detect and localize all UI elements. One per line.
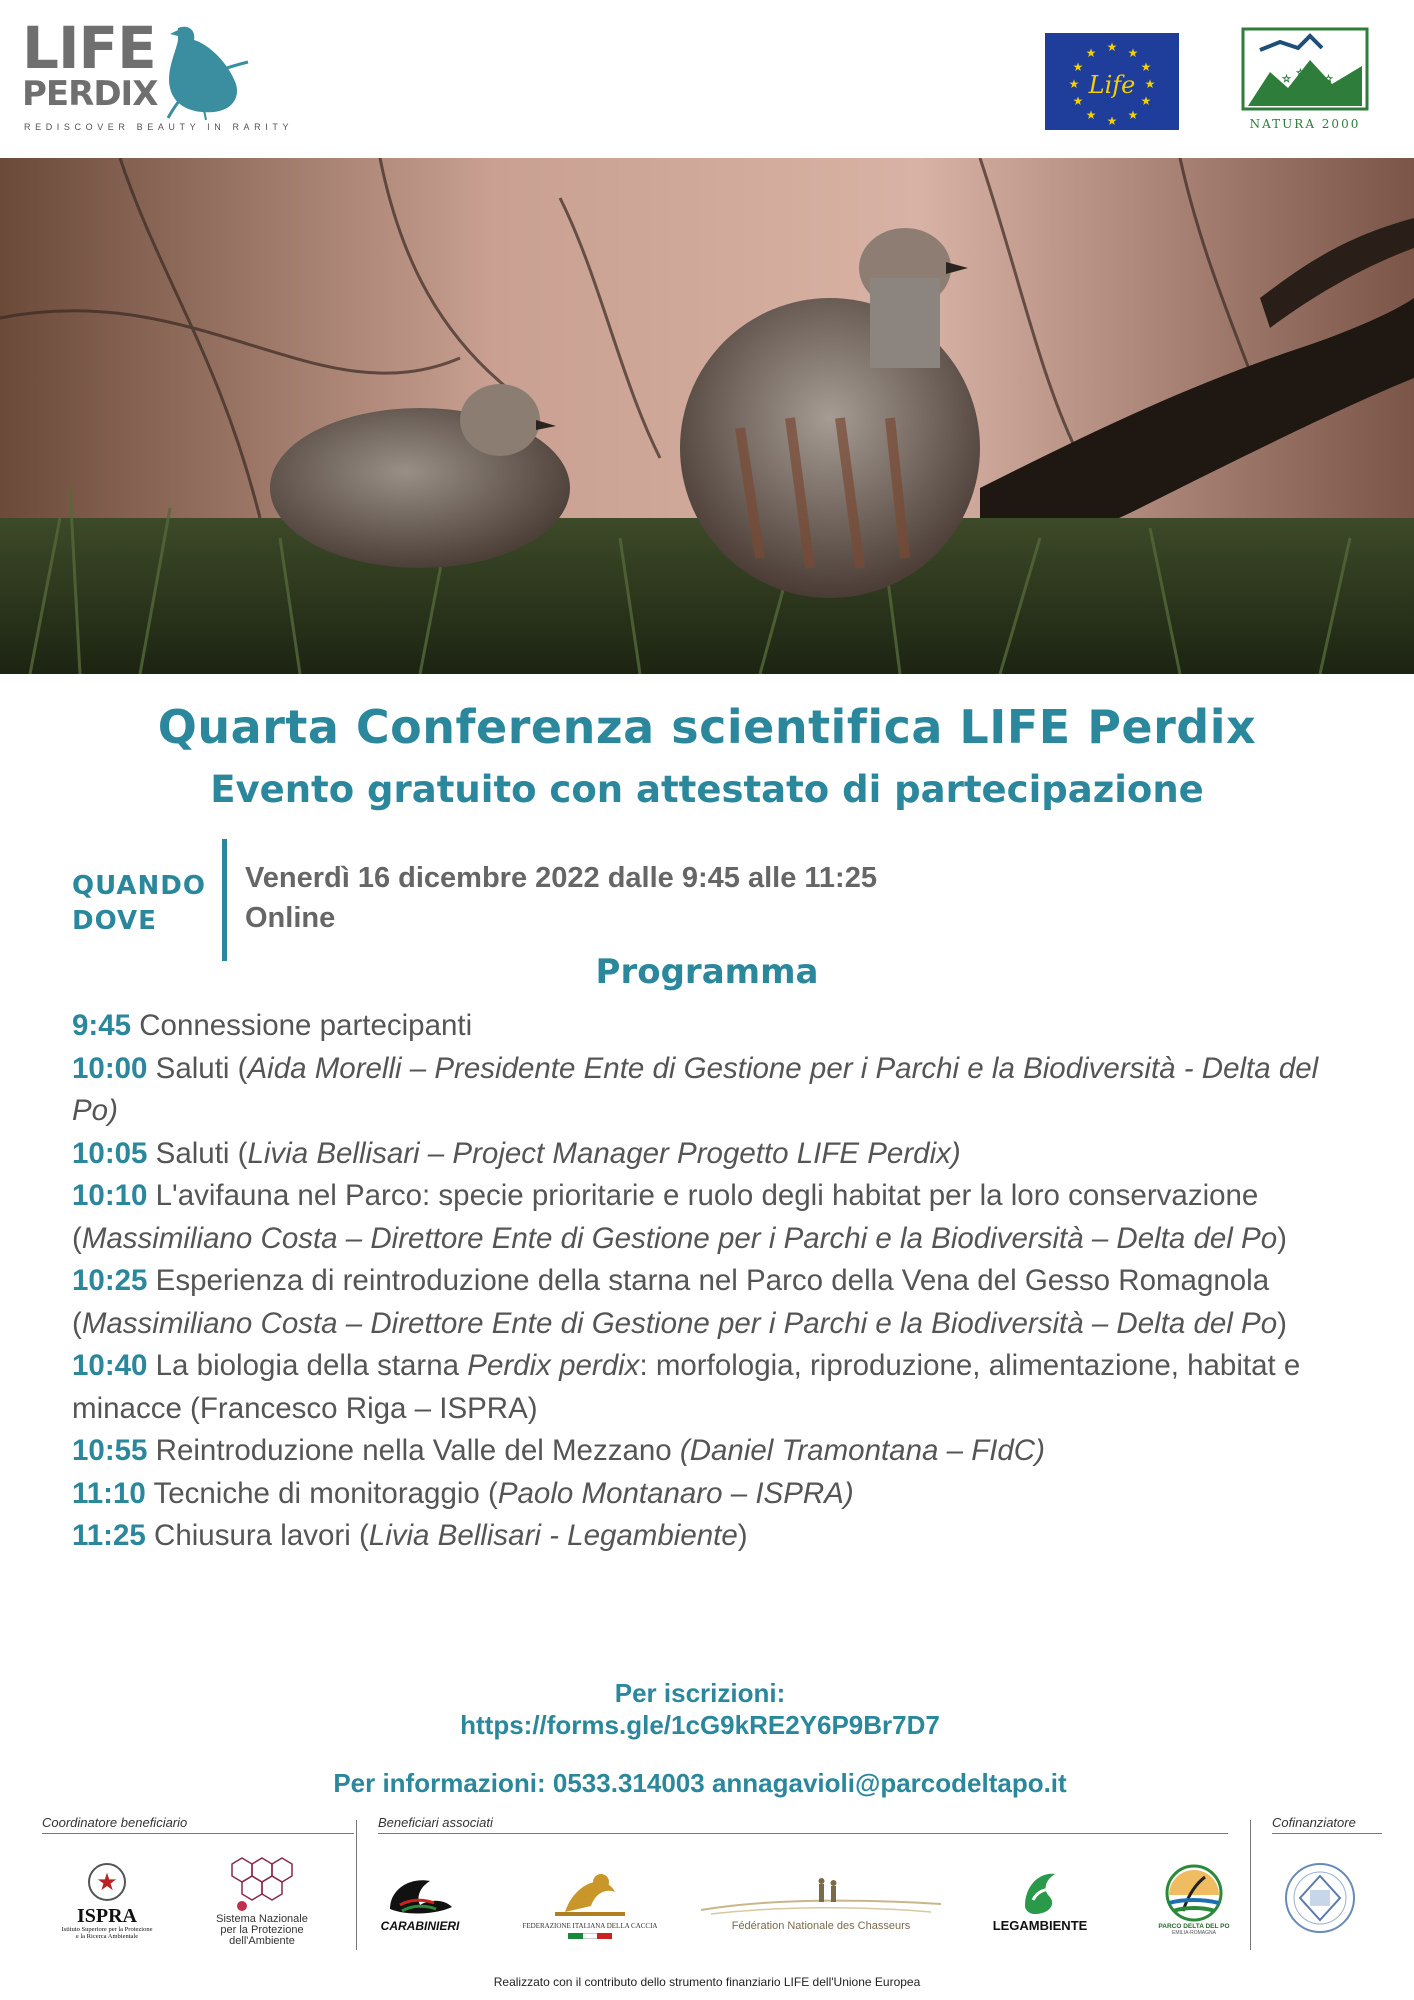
registration-label: Per iscrizioni: [614, 1678, 786, 1708]
parco-name: PARCO DELTA DEL PO [1158, 1922, 1230, 1930]
life-perdix-logo [22, 14, 294, 138]
svg-text:★: ★ [1085, 46, 1097, 60]
logo-word-life: LIFE [22, 14, 156, 82]
funding-note: Realizzato con il contributo dello strumento finanziario LIFE dell'Unione Europea [493, 1975, 921, 1989]
cofinancer-seal-logo [1278, 1856, 1362, 1940]
program-time: 9:45 [72, 1009, 132, 1042]
contact-info[interactable]: Per informazioni: 0533.314003 annagavioli@parcodeltapo.it [333, 1768, 1067, 1798]
when-label: QUANDO [72, 871, 206, 901]
program-speaker: (Daniel Tramontana – FIdC) [679, 1434, 1045, 1467]
cofinancer-rule [1272, 1833, 1382, 1834]
program-text: Tecniche di monitoraggio ( [145, 1476, 498, 1510]
ispra-name: ISPRA [76, 1905, 137, 1927]
page-subtitle: Evento gratuito con attestato di partecipazione [210, 768, 1204, 811]
svg-text:★: ★ [1140, 60, 1152, 74]
program-time: 10:00 [72, 1051, 148, 1085]
where-label: DOVE [72, 906, 157, 936]
program-tail: : morfologia, riproduzione, alimentazione, habitat e minacce (Francesco Riga – ISPRA) [72, 1349, 1301, 1425]
svg-text:★: ★ [1106, 114, 1118, 128]
program-time: 11:25 [72, 1519, 146, 1552]
program-time: 10:55 [72, 1434, 148, 1467]
program-time: 10:05 [72, 1136, 148, 1170]
snpa-logo [182, 1850, 342, 1950]
snpa-line-3: dell'Ambiente [229, 1934, 295, 1947]
fnc-name: Fédération Nationale des Chasseurs [731, 1920, 911, 1932]
program-time: 10:10 [72, 1179, 148, 1212]
svg-text:★: ★ [1106, 40, 1118, 54]
partridge-icon [148, 22, 258, 122]
registration-link[interactable]: https://forms.gle/1cG9kRE2Y6P9Br7D7 [460, 1710, 940, 1740]
program-speaker: Livia Bellisari - Legambiente [368, 1519, 738, 1552]
ispra-subtitle-1: Istituto Superiore per la Protezione [61, 1926, 153, 1933]
where-value: Online [245, 902, 336, 934]
program-speaker: Paolo Montanaro – ISPRA) [497, 1476, 854, 1510]
program-text: Chiusura lavori ( [145, 1519, 369, 1552]
parco-region: EMILIA-ROMAGNA [1172, 1929, 1216, 1936]
hexagon-network-icon [217, 1854, 307, 1914]
fidc-name: FEDERAZIONE ITALIANA DELLA CACCIA [522, 1921, 658, 1930]
natura-emblem-icon [1240, 26, 1370, 134]
parco-delta-po-logo [1146, 1852, 1242, 1946]
regional-seal-icon [1280, 1858, 1360, 1938]
heron-circle-icon [1163, 1863, 1225, 1923]
program-item [72, 1515, 1347, 1558]
when-where-divider [222, 839, 227, 961]
program-text: La biologia della starna [147, 1349, 468, 1382]
svg-text:Life: Life [1088, 71, 1136, 99]
program-time: 10:40 [72, 1349, 148, 1382]
natura-2000-logo [1240, 26, 1370, 134]
program-text: Saluti ( [147, 1051, 248, 1085]
program-time: 10:25 [72, 1264, 148, 1297]
program-item [72, 1005, 1347, 1048]
footer-divider [356, 1820, 357, 1950]
hero-partridge-photo [0, 158, 1414, 674]
program-text: Saluti ( [147, 1136, 248, 1170]
ispra-subtitle-2: e la Ricerca Ambientale [75, 1933, 139, 1940]
program-time: 11:10 [72, 1476, 146, 1510]
svg-text:☆: ☆ [1324, 74, 1333, 85]
svg-text:NATURA 2000: NATURA 2000 [1249, 117, 1361, 131]
program-text: Esperienza di reintroduzione della starna nel Parco della Vena del Gesso Romagnola ( [72, 1264, 1270, 1340]
legambiente-name: LEGAMBIENTE [992, 1917, 1088, 1933]
program-speaker: Perdix perdix [467, 1349, 640, 1382]
hunters-silhouette-icon [701, 1870, 941, 1920]
italian-flag-stripe [568, 1933, 612, 1939]
logo-word-perdix: PERDIX [22, 74, 158, 114]
svg-text:★: ★ [1085, 108, 1097, 122]
fnc-logo [696, 1856, 946, 1946]
svg-text:★: ★ [1144, 77, 1156, 91]
coordinator-rule [42, 1833, 354, 1834]
footer-divider [1250, 1820, 1251, 1950]
program-item [72, 1133, 1347, 1176]
program-heading: Programma [595, 952, 819, 992]
cofinancer-label: Cofinanziatore [1272, 1815, 1356, 1830]
hunter-emblem-icon [545, 1862, 635, 1922]
svg-text:★: ★ [96, 1869, 118, 1896]
italian-emblem-icon [85, 1860, 129, 1906]
program-speaker: Livia Bellisari – Project Manager Progetto LIFE Perdix) [247, 1136, 961, 1170]
svg-text:★: ★ [1127, 46, 1139, 60]
fidc-logo [522, 1852, 658, 1948]
eu-stars-icon [1045, 33, 1179, 130]
svg-text:★: ★ [1068, 77, 1080, 91]
program-speaker: Aida Morelli – Presidente Ente di Gestione per i Parchi e la Biodiversità - Delta del Po) [72, 1051, 1319, 1127]
eu-life-logo [1045, 33, 1179, 130]
svg-text:★: ★ [1072, 94, 1084, 108]
program-list [72, 1005, 1347, 1558]
coordinator-label: Coordinatore beneficiario [42, 1815, 188, 1830]
program-speaker: Massimiliano Costa – Direttore Ente di Gestione per i Parchi e la Biodiversità – Delta del Po [81, 1221, 1278, 1255]
legambiente-logo [980, 1852, 1100, 1946]
program-text: Connessione partecipanti [131, 1009, 473, 1042]
program-text: Reintroduzione nella Valle del Mezzano [147, 1434, 680, 1467]
program-item [72, 1175, 1347, 1260]
carabinieri-name: CARABINIERI [380, 1919, 460, 1933]
program-tail: ) [1277, 1306, 1287, 1340]
associates-rule [378, 1833, 1228, 1834]
svg-text:★: ★ [1140, 94, 1152, 108]
program-item [72, 1430, 1347, 1473]
svg-text:☆: ☆ [1282, 74, 1291, 85]
page-title: Quarta Conferenza scientifica LIFE Perdix [157, 700, 1257, 754]
when-value: Venerdì 16 dicembre 2022 dalle 9:45 alle 11:25 [245, 862, 877, 894]
program-item [72, 1260, 1347, 1345]
associates-label: Beneficiari associati [378, 1815, 493, 1830]
program-item [72, 1473, 1347, 1516]
partridge-photo-image [0, 158, 1414, 674]
program-item [72, 1345, 1347, 1430]
svg-text:☆: ☆ [1310, 68, 1319, 79]
logo-tagline: REDISCOVER BEAUTY IN RARITY [24, 122, 294, 132]
carabinieri-logo [372, 1856, 468, 1946]
svg-text:★: ★ [1127, 108, 1139, 122]
program-text: L'avifauna nel Parco: specie prioritarie e ruolo degli habitat per la loro conservazione ( [72, 1179, 1259, 1255]
program-tail: ) [737, 1519, 748, 1552]
svg-text:★: ★ [1072, 60, 1084, 74]
snpa-line-2: per la Protezione [220, 1923, 304, 1936]
svg-text:☆: ☆ [1296, 68, 1305, 79]
program-item [72, 1048, 1347, 1133]
program-speaker: Massimiliano Costa – Direttore Ente di Gestione per i Parchi e la Biodiversità – Delta del Po [81, 1306, 1278, 1340]
snpa-line-1: Sistema Nazionale [216, 1912, 308, 1925]
program-tail: ) [1277, 1221, 1287, 1255]
ispra-logo [52, 1850, 162, 1950]
swan-leaf-icon [1015, 1866, 1065, 1918]
carabinieri-flame-icon [380, 1869, 460, 1919]
